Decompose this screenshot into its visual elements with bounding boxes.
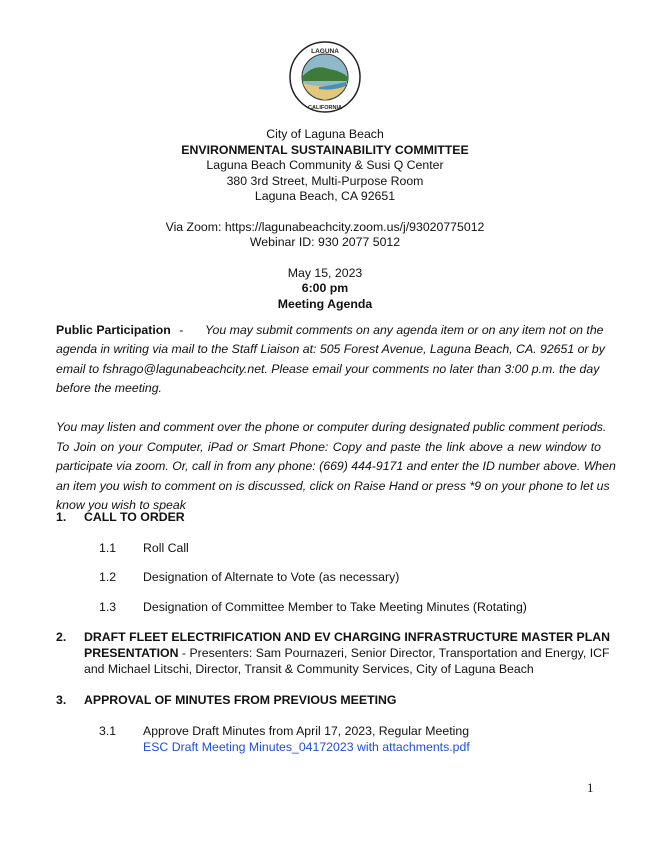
zoom-link[interactable]: Via Zoom: https://lagunabeachcity.zoom.us/j/93020775012 bbox=[165, 220, 485, 234]
item-title-fleet-electrification: DRAFT FLEET ELECTRIFICATION AND EV CHARGING INFRASTRUCTURE MASTER PLAN bbox=[84, 630, 611, 644]
participation-line: email to fshrago@lagunabeachcity.net. Please email your comments no later than 3:00 p.m. the day bbox=[56, 362, 600, 376]
item-number: 3. bbox=[56, 693, 67, 707]
address: 380 3rd Street, Multi-Purpose Room bbox=[226, 174, 424, 188]
svg-text:CALIFORNIA: CALIFORNIA bbox=[308, 105, 342, 111]
zoom-instructions-line: To Join on your Computer, iPad or Smart Phone: Copy and paste the link above a new window to bbox=[56, 440, 601, 454]
subitem-number: 1.3 bbox=[99, 600, 117, 614]
subitem-roll-call: Roll Call bbox=[143, 541, 189, 555]
city-state: Laguna Beach, CA 92651 bbox=[254, 189, 396, 203]
zoom-instructions-line: know you wish to speak bbox=[56, 498, 186, 512]
participation-line: before the meeting. bbox=[56, 381, 162, 395]
item-number: 2. bbox=[56, 630, 67, 644]
participation-heading bbox=[56, 323, 188, 337]
subitem-number: 3.1 bbox=[99, 724, 117, 738]
page-number: 1 bbox=[587, 780, 594, 795]
subitem-number: 1.2 bbox=[99, 570, 117, 584]
minutes-pdf-link[interactable]: ESC Draft Meeting Minutes_04172023 with attachments.pdf bbox=[143, 740, 470, 754]
participation-line: You may submit comments on any agenda item or on any item not on the bbox=[205, 323, 604, 337]
meeting-date: May 15, 2023 bbox=[287, 266, 363, 280]
subitem-minutes-taker: Designation of Committee Member to Take Meeting Minutes (Rotating) bbox=[143, 600, 527, 614]
city-name: City of Laguna Beach bbox=[266, 127, 384, 141]
venue: Laguna Beach Community & Susi Q Center bbox=[206, 158, 444, 172]
agenda-title: Meeting Agenda bbox=[277, 297, 373, 311]
zoom-instructions-line: You may listen and comment over the phone or computer during designated public comment periods. bbox=[56, 420, 607, 434]
subitem-alternate: Designation of Alternate to Vote (as necessary) bbox=[143, 570, 400, 584]
item-presentation-line bbox=[84, 646, 610, 660]
zoom-instructions-line: an item you wish to comment on is discussed, click on Raise Hand or press *9 on your phone to let us bbox=[56, 479, 610, 493]
committee-name: ENVIRONMENTAL SUSTAINABILITY COMMITTEE bbox=[181, 143, 469, 157]
separator: - bbox=[179, 323, 184, 337]
presenters: - Presenters: Sam Pournazeri, Senior Director, Transportation and Energy, ICF bbox=[178, 646, 610, 660]
city-seal-logo bbox=[289, 41, 361, 113]
presenters-continued: and Michael Litschi, Director, Transit & Community Services, City of Laguna Beach bbox=[84, 662, 534, 676]
item-number: 1. bbox=[56, 510, 67, 524]
participation-line: agenda in writing via mail to the Staff Liaison at: 505 Forest Avenue, Laguna Beach, CA. 92651 or by bbox=[56, 342, 605, 356]
item-title-approval-minutes: APPROVAL OF MINUTES FROM PREVIOUS MEETING bbox=[84, 693, 397, 707]
webinar-id: Webinar ID: 930 2077 5012 bbox=[249, 235, 401, 249]
zoom-instructions-line: participate via zoom. Or, call in from any phone: (669) 444-9171 and enter the ID number above. When bbox=[56, 459, 616, 473]
svg-text:LAGUNA: LAGUNA bbox=[311, 48, 339, 55]
participation-label: Public Participation bbox=[56, 323, 171, 337]
presentation-label: PRESENTATION bbox=[84, 646, 179, 660]
item-title-call-to-order: CALL TO ORDER bbox=[84, 510, 185, 524]
subitem-approve-minutes: Approve Draft Minutes from April 17, 2023, Regular Meeting bbox=[143, 724, 470, 738]
subitem-number: 1.1 bbox=[99, 541, 117, 555]
meeting-time: 6:00 pm bbox=[301, 281, 349, 295]
